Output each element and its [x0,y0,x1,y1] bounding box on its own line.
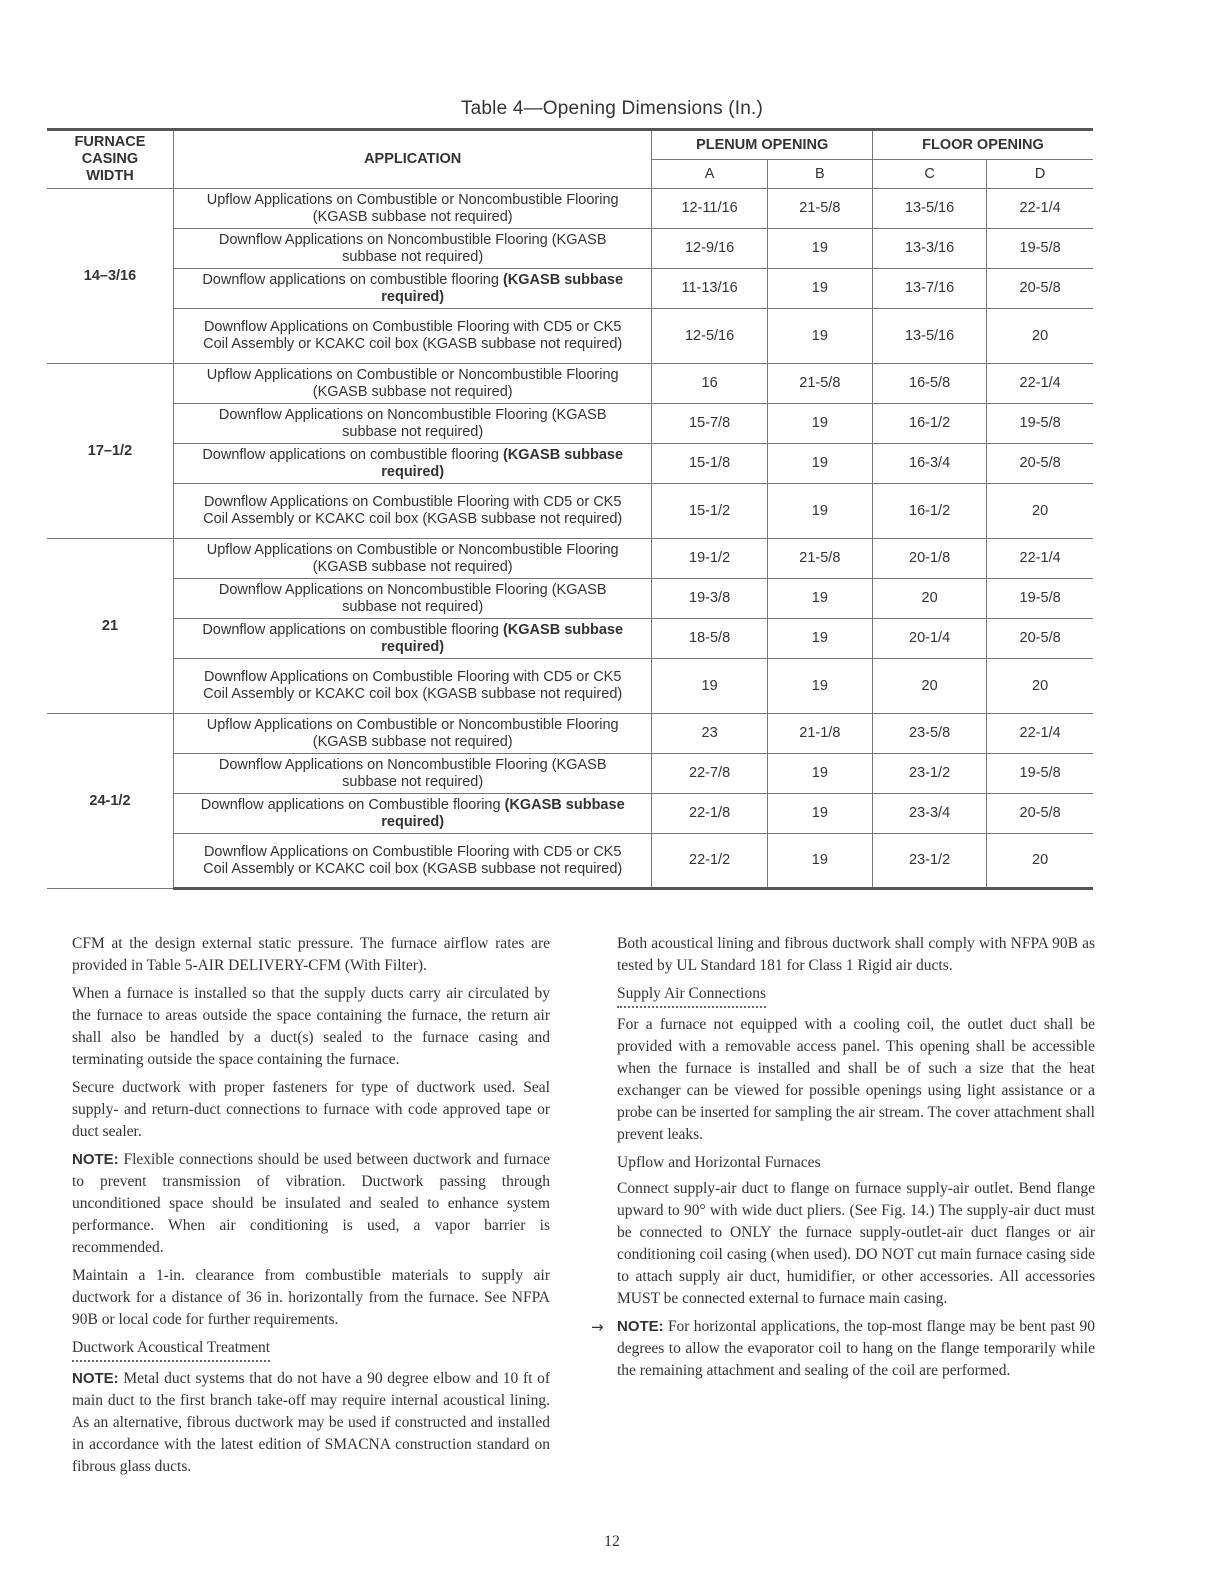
application-text: Downflow Applications on Combustible Flooring with CD5 or CK5 Coil Assembly or KCAKC coil box (KGASB subbase not required) [203,494,623,527]
table-row [47,309,1093,364]
dimension-d-cell: 19-5/8 [987,754,1093,794]
table-header [47,130,1093,189]
dimension-a-cell: 12-9/16 [652,229,767,269]
application-cell [173,364,651,404]
header-col-c: C [872,160,986,189]
dimension-b-cell: 19 [767,484,872,539]
furnace-width-cell: 21 [47,539,173,714]
application-cell [173,539,651,579]
paragraph: Secure ductwork with proper fasteners for type of ductwork used. Seal supply- and return-duct connections to furnace with code approved tape or duct sealer. [72,1079,550,1140]
left-text-column [72,933,550,1484]
application-cell [173,834,651,889]
dimension-d-cell: 20-5/8 [987,619,1093,659]
dimension-a-cell: 22-1/2 [652,834,767,889]
application-cell [173,619,651,659]
paragraph: CFM at the design external static pressure. The furnace airflow rates are provided in Table 5-AIR DELIVERY-CFM (With Filter). [72,935,550,974]
application-text: Downflow Applications on Noncombustible Flooring (KGASB subbase not required) [218,406,607,440]
right-text-column [591,933,1095,1388]
dimension-b-cell: 21-5/8 [767,539,872,579]
note-text: Flexible connections should be used between ductwork and furnace to prevent transmission of vibration. Ductwork passing through unconditioned space should be insulated and sealed to enhance system performance. When air conditioning is used, a vapor barrier is recommended. [72,1151,550,1256]
note-paragraph [72,1149,550,1259]
dimension-d-cell: 22-1/4 [987,714,1093,754]
dimension-c-cell: 16-1/2 [872,484,986,539]
header-floor-opening: FLOOR OPENING [872,130,1093,160]
dimension-b-cell: 19 [767,444,872,484]
table-row [47,444,1093,484]
note-paragraph [591,1316,1095,1382]
table-row [47,619,1093,659]
application-text: Downflow Applications on Combustible Flooring with CD5 or CK5 Coil Assembly or KCAKC coil box (KGASB subbase not required) [203,669,623,702]
application-cell [173,714,651,754]
application-cell [173,189,651,229]
dimension-b-cell: 19 [767,309,872,364]
dimension-b-cell: 19 [767,269,872,309]
application-cell [173,229,651,269]
dimension-d-cell: 20-5/8 [987,794,1093,834]
dimension-a-cell: 15-7/8 [652,404,767,444]
dimension-a-cell: 22-1/8 [652,794,767,834]
note-label: NOTE: [72,1151,119,1168]
application-bold-text: (KGASB subbase required) [381,796,625,830]
dimension-b-cell: 19 [767,794,872,834]
dimension-d-cell: 19-5/8 [987,579,1093,619]
dimension-c-cell: 20 [872,579,986,619]
application-cell [173,444,651,484]
table-row [47,269,1093,309]
dimension-b-cell: 19 [767,579,872,619]
application-cell [173,484,651,539]
dimension-c-cell: 23-1/2 [872,834,986,889]
application-cell [173,579,651,619]
dimension-c-cell: 16-5/8 [872,364,986,404]
table-row [47,539,1093,579]
paragraph: Connect supply-air duct to flange on furnace supply-air outlet. Bend flange upward to 90° with wide duct pliers. (See Fig. 14.) The supply-air duct must be connected to ONLY the furnace supply-outlet-air duct flanges or air conditioning coil casing (when used). DO NOT cut main furnace casing side to attach supply air duct, humidifier, or other accessories. All accessories MUST be connected external to furnace main casing. [617,1180,1095,1307]
dimension-d-cell: 20 [987,484,1093,539]
dimension-a-cell: 18-5/8 [652,619,767,659]
paragraph: For a furnace not equipped with a cooling coil, the outlet duct shall be provided with a removable access panel. This opening shall be accessible when the furnace is installed and shall be of such a size that the heat exchanger can be viewed for possible openings using light assistance or a probe can be inserted for sampling the air stream. The cover attachment shall prevent leaks. [617,1016,1095,1143]
dimension-d-cell: 20 [987,834,1093,889]
dimension-c-cell: 23-3/4 [872,794,986,834]
furnace-width-cell: 14–3/16 [47,189,173,364]
dimension-a-cell: 16 [652,364,767,404]
change-arrow-icon: → [591,1318,604,1336]
table-row [47,754,1093,794]
header-col-a: A [652,160,767,189]
application-cell [173,794,651,834]
header-plenum-opening: PLENUM OPENING [652,130,873,160]
application-text: Upflow Applications on Combustible or Noncombustible Flooring (KGASB subbase not required) [206,366,619,400]
dimension-b-cell: 21-5/8 [767,364,872,404]
dimension-b-cell: 19 [767,834,872,889]
table-row [47,404,1093,444]
dimension-a-cell: 22-7/8 [652,754,767,794]
dimension-b-cell: 19 [767,229,872,269]
application-text: Downflow Applications on Noncombustible Flooring (KGASB subbase not required) [218,756,607,790]
dimension-a-cell: 15-1/8 [652,444,767,484]
table-row [47,794,1093,834]
application-cell [173,754,651,794]
table-row [47,189,1093,229]
opening-dimensions-table [47,128,1093,890]
page-number: 12 [604,1533,620,1550]
application-text: Downflow applications on Combustible flooring [200,796,505,813]
application-cell [173,659,651,714]
application-text: Downflow Applications on Combustible Flooring with CD5 or CK5 Coil Assembly or KCAKC coil box (KGASB subbase not required) [203,843,623,877]
application-cell [173,309,651,364]
header-col-b: B [767,160,872,189]
header-application: APPLICATION [173,130,651,189]
paragraph: Maintain a 1-in. clearance from combustible materials to supply air ductwork for a distance of 36 in. horizontally from the furnace. See NFPA 90B or local code for further requirements. [72,1267,550,1328]
application-bold-text: (KGASB subbase required) [381,446,624,480]
dimension-c-cell: 23-5/8 [872,714,986,754]
note-text: Metal duct systems that do not have a 90 degree elbow and 10 ft of main duct to the first branch take-off may require internal acoustical lining. As an alternative, fibrous ductwork may be used if constructed and installed in accordance with the latest edition of SMACNA construction standard on fibrous glass ducts. [72,1370,550,1475]
furnace-width-cell: 24-1/2 [47,714,173,889]
dimension-b-cell: 21-1/8 [767,714,872,754]
dimension-a-cell: 12-5/16 [652,309,767,364]
dimension-d-cell: 20-5/8 [987,269,1093,309]
table-title: Table 4—Opening Dimensions (In.) [460,98,764,119]
note-label: NOTE: [72,1370,119,1387]
dimension-d-cell: 20 [987,659,1093,714]
dimension-b-cell: 19 [767,619,872,659]
application-text: Downflow applications on combustible flooring [202,271,503,288]
dimension-b-cell: 19 [767,404,872,444]
note-text: For horizontal applications, the top-most flange may be bent past 90 degrees to allow the evaporator coil to hang on the flange temporarily while the remaining attachment and sealing of the coil are performed. [617,1318,1095,1379]
dimension-a-cell: 11-13/16 [652,269,767,309]
application-cell [173,404,651,444]
dimension-c-cell: 23-1/2 [872,754,986,794]
dimension-c-cell: 13-7/16 [872,269,986,309]
dimension-a-cell: 19 [652,659,767,714]
application-cell [173,269,651,309]
table-row [47,484,1093,539]
dimension-d-cell: 19-5/8 [987,229,1093,269]
furnace-width-cell: 17–1/2 [47,364,173,539]
dimension-c-cell: 16-1/2 [872,404,986,444]
dimension-d-cell: 19-5/8 [987,404,1093,444]
dimension-b-cell: 19 [767,659,872,714]
application-text: Downflow Applications on Noncombustible Flooring (KGASB subbase not required) [218,231,607,265]
dimension-c-cell: 20-1/8 [872,539,986,579]
table-row [47,714,1093,754]
dimension-a-cell: 12-11/16 [652,189,767,229]
table-row [47,659,1093,714]
table-row [47,229,1093,269]
note-label: NOTE: [617,1318,664,1335]
dimension-d-cell: 22-1/4 [987,189,1093,229]
subheading-acoustical: Ductwork Acoustical Treatment [72,1337,270,1362]
dimension-b-cell: 19 [767,754,872,794]
application-text: Downflow Applications on Combustible Flooring with CD5 or CK5 Coil Assembly or KCAKC coil box (KGASB subbase not required) [203,319,623,352]
subheading-upflow: Upflow and Horizontal Furnaces [617,1154,821,1171]
subheading-supply-air: Supply Air Connections [617,983,766,1008]
table-row [47,834,1093,889]
table-body [47,189,1093,889]
application-bold-text: (KGASB subbase required) [381,621,624,655]
dimension-a-cell: 19-3/8 [652,579,767,619]
header-col-d: D [987,160,1093,189]
dimension-b-cell: 21-5/8 [767,189,872,229]
dimension-c-cell: 20 [872,659,986,714]
application-text: Upflow Applications on Combustible or Noncombustible Flooring (KGASB subbase not required) [206,716,619,750]
dimension-d-cell: 22-1/4 [987,364,1093,404]
application-bold-text: (KGASB subbase required) [381,271,624,305]
dimension-d-cell: 20-5/8 [987,444,1093,484]
dimension-d-cell: 20 [987,309,1093,364]
dimension-a-cell: 19-1/2 [652,539,767,579]
dimension-c-cell: 13-5/16 [872,189,986,229]
application-text: Downflow applications on combustible flooring [202,621,503,638]
table-row [47,364,1093,404]
dimension-c-cell: 13-3/16 [872,229,986,269]
paragraph: Both acoustical lining and fibrous ductwork shall comply with NFPA 90B as tested by UL Standard 181 for Class 1 Rigid air ducts. [617,935,1095,974]
dimension-a-cell: 15-1/2 [652,484,767,539]
application-text: Upflow Applications on Combustible or Noncombustible Flooring (KGASB subbase not required) [206,191,619,225]
dimension-c-cell: 13-5/16 [872,309,986,364]
application-text: Upflow Applications on Combustible or Noncombustible Flooring (KGASB subbase not required) [206,541,619,575]
dimension-a-cell: 23 [652,714,767,754]
header-furnace-width: FURNACE CASING WIDTH [47,130,173,189]
application-text: Downflow applications on combustible flooring [202,446,503,463]
paragraph: When a furnace is installed so that the supply ducts carry air circulated by the furnace to areas outside the space containing the furnace, the return air shall also be handled by a duct(s) sealed to the furnace casing and terminating outside the space containing the furnace. [72,985,550,1068]
dimension-c-cell: 20-1/4 [872,619,986,659]
table-row [47,579,1093,619]
dimension-c-cell: 16-3/4 [872,444,986,484]
dimension-d-cell: 22-1/4 [987,539,1093,579]
application-text: Downflow Applications on Noncombustible Flooring (KGASB subbase not required) [218,581,607,615]
note-paragraph [72,1368,550,1478]
